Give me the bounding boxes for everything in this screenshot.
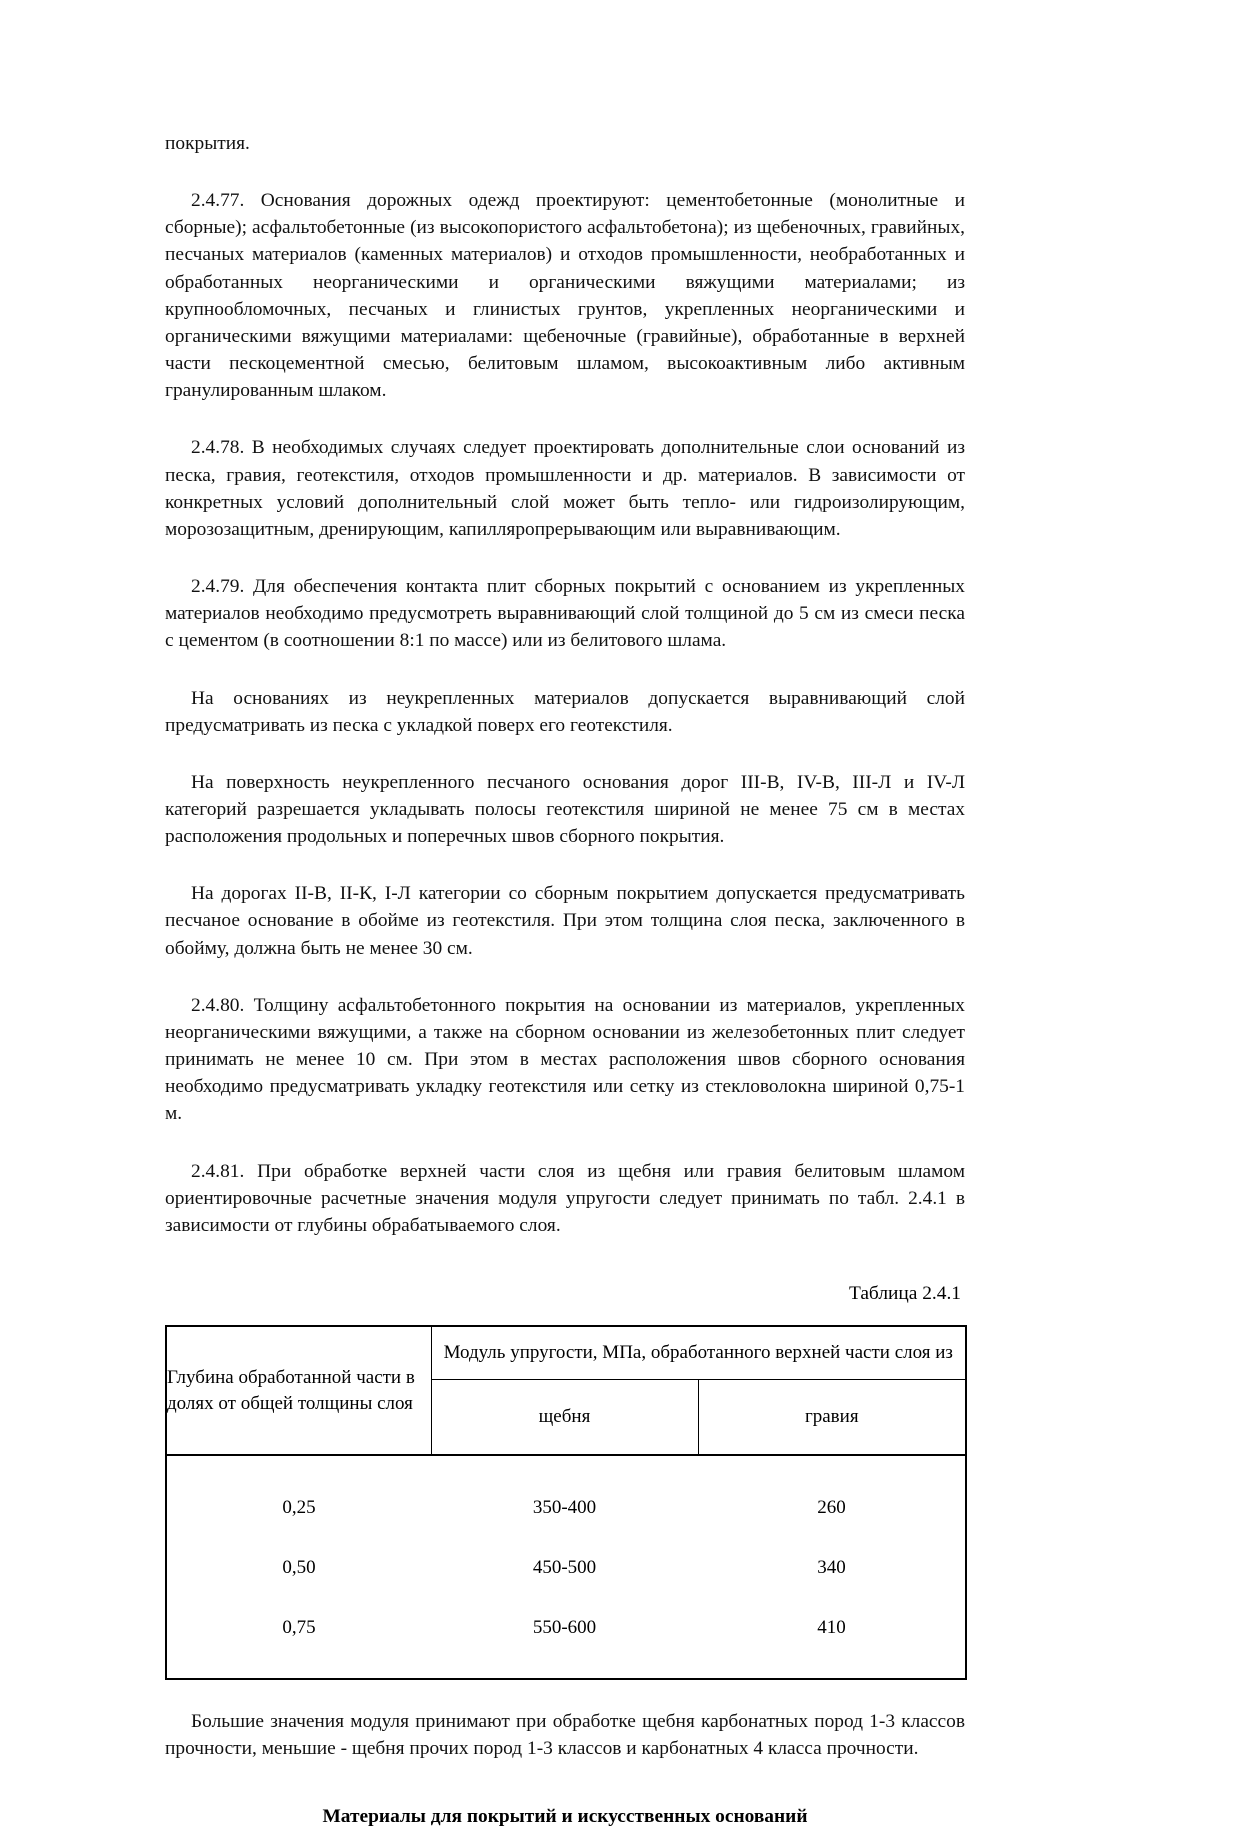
paragraph-sand-base-casing: На дорогах II-В, II-К, I-Л категории со сборным покрытием допускается предусматривать песчаное основание в обойме из геотекстиля. При этом толщина слоя песка, заключенного в обойму, должна быть не менее 30 см. — [165, 883, 965, 959]
table-caption: Таблица 2.4.1 — [848, 1283, 961, 1304]
cell-crushed-stone: 550-600 — [532, 1617, 597, 1638]
cell-gravel: 410 — [817, 1617, 846, 1638]
cell-crushed-stone: 350-400 — [431, 1455, 698, 1538]
spacer — [165, 739, 965, 769]
spacer — [165, 962, 965, 992]
paragraph-2-4-81: 2.4.81. При обработке верхней части слоя из щебня или гравия белитовым шламом ориентировочные расчетные значения модуля упругости следует принимать по табл. 2.4.1 в зависимости от глубины обрабатываемого слоя. — [165, 1160, 965, 1236]
spacer — [165, 850, 965, 880]
cell-depth: 0,50 — [282, 1557, 316, 1578]
paragraph-2-4-77: 2.4.77. Основания дорожных одежд проектируют: цементобетонные (монолитные и сборные); асфальтобетонные (из высокопористого асфальтобетона); из щебеночных, гравийных, песчаных материалов (каменных материалов) и отходов промышленности, необработанных и обработанных неорганическими и органическими вяжущими материалами; из крупнообломочных, песчаных и глинистых грунтов, укрепленных неорганическими и органическими вяжущими материалами: щебеночные (гравийные), обработанные в верхней части пескоцементной смесью, белитовым шламом, высокоактивным либо активным гранулированным шлаком. — [165, 190, 965, 402]
paragraph-geotextile-strips: На поверхность неукрепленного песчаного основания дорог III-В, IV-В, III-Л и IV-Л категорий разрешается укладывать полосы геотекстиля шириной не менее 75 см в местах расположения продольных и поперечных швов сборного покрытия. — [165, 771, 965, 848]
paragraph-2-4-79: 2.4.79. Для обеспечения контакта плит сборных покрытий с основанием из укрепленных материалов необходимо предусмотреть выравнивающий слой толщиной до 5 см из смеси песка с цементом (в соотношении 8:1 по массе) или из белитового шлама. — [165, 576, 965, 652]
table-header-modulus: Модуль упругости, МПа, обработанного верхней части слоя из — [431, 1326, 966, 1380]
section-heading: Материалы для покрытий и искусственных оснований — [322, 1806, 808, 1828]
paragraph-unreinforced-bases: На основаниях из неукрепленных материалов допускается выравнивающий слой предусматривать из песка с укладкой поверх его геотекстиля. — [165, 687, 965, 736]
spacer — [165, 543, 965, 573]
table-note: Большие значения модуля принимают при обработке щебня карбонатных пород 1-3 классов прочности, меньшие - щебня прочих пород 1-3 классов и карбонатных 4 класса прочности. — [165, 1711, 965, 1760]
document-body — [165, 130, 965, 1828]
spacer — [165, 157, 965, 187]
lead-line: покрытия. — [165, 133, 250, 154]
paragraph-2-4-80: 2.4.80. Толщину асфальтобетонного покрытия на основании из материалов, укрепленных неорганическими вяжущими, а также на сборном основании из железобетонных плит следует принимать не менее 10 см. При этом в местах расположения швов сборного основания необходимо предусматривать укладку геотекстиля или сетку из стекловолокна шириной 0,75-1 м. — [165, 994, 965, 1125]
spacer — [165, 404, 965, 434]
table-row — [166, 1598, 966, 1679]
table-subheader-crushed-stone: щебня — [431, 1380, 698, 1456]
cell-gravel: 340 — [817, 1557, 846, 1578]
table-subheader-gravel: гравия — [698, 1380, 966, 1456]
spacer — [165, 1128, 965, 1158]
table-row — [166, 1538, 966, 1598]
paragraph-2-4-78: 2.4.78. В необходимых случаях следует проектировать дополнительные слои оснований из песка, гравия, геотекстиля, отходов промышленности и др. материалов. В зависимости от конкретных условий дополнительный слой может быть тепло- или гидроизолирующим, морозозащитным, дренирующим, капилляропрерывающим или выравнивающим. — [165, 437, 965, 540]
cell-gravel: 260 — [698, 1455, 966, 1538]
spacer — [165, 655, 965, 685]
cell-crushed-stone: 450-500 — [532, 1557, 597, 1578]
cell-depth: 0,75 — [282, 1617, 316, 1638]
table-header-row-1 — [166, 1326, 966, 1380]
elastic-modulus-table — [165, 1325, 967, 1680]
cell-depth: 0,25 — [166, 1455, 431, 1538]
table-header-depth: Глубина обработанной части в долях от общей толщины слоя — [166, 1326, 431, 1455]
table-row — [166, 1455, 966, 1538]
